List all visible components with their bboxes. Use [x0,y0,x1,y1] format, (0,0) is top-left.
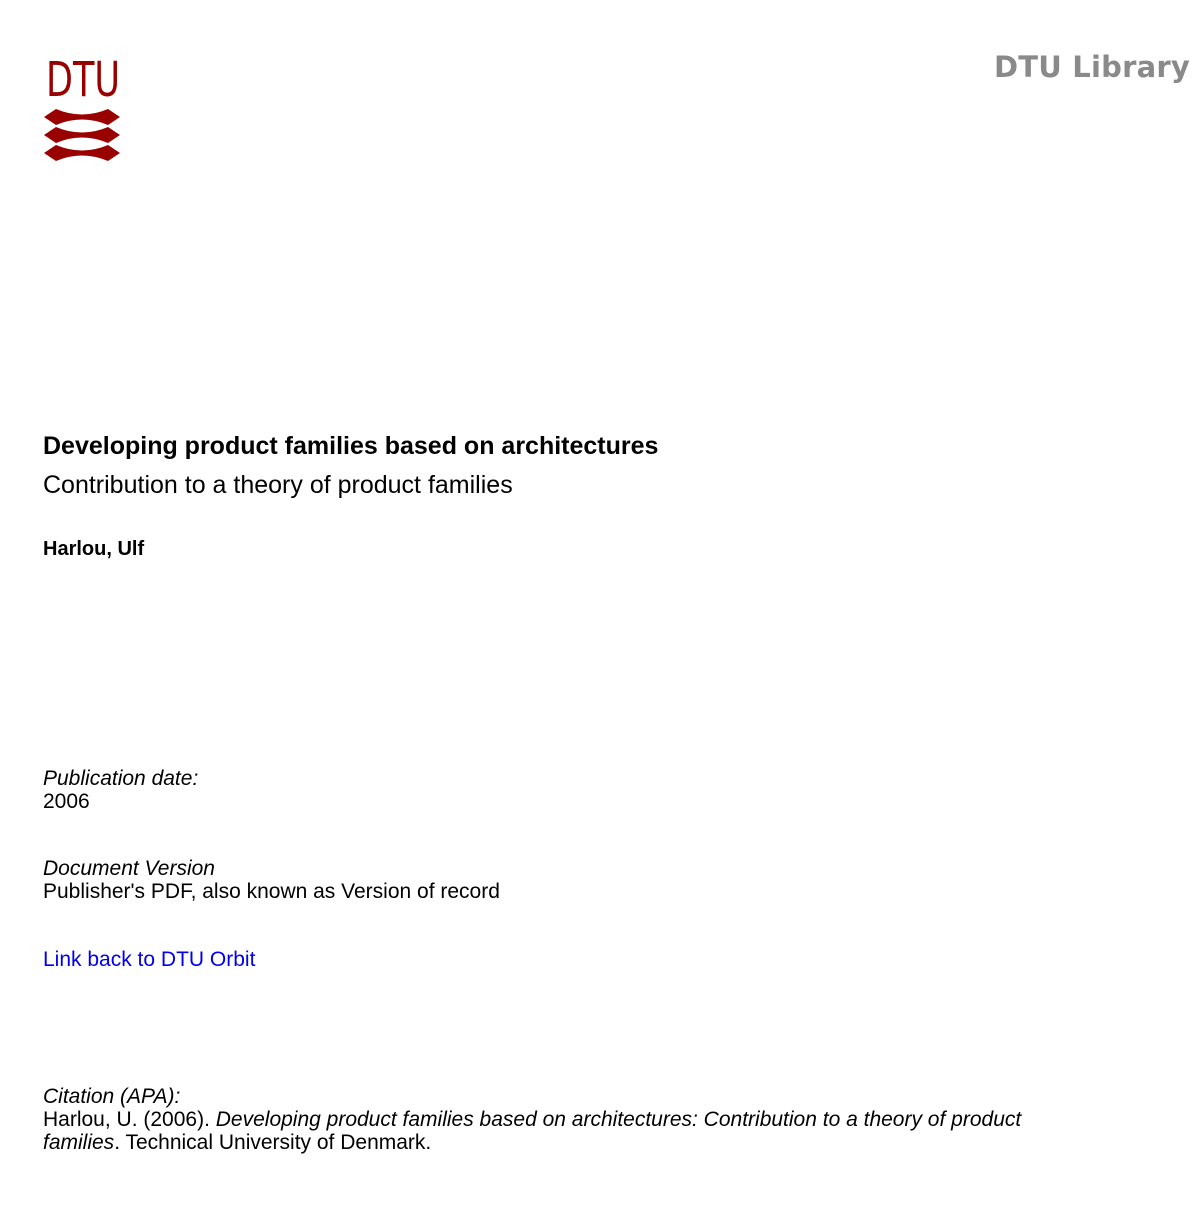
citation-suffix: . Technical University of Denmark. [114,1131,432,1154]
document-subtitle: Contribution to a theory of product families [43,471,513,499]
citation-title-end: families [43,1131,115,1154]
document-version-block [43,857,500,903]
citation-prefix: Harlou, U. (2006). [43,1108,216,1131]
citation-title: Developing product families based on architectures: Contribution to a theory of product [215,1108,1022,1131]
publication-date-label: Publication date: [43,767,199,790]
document-version-label: Document Version [43,857,215,880]
dtu-orbit-link[interactable]: Link back to DTU Orbit [43,948,256,971]
wave-mark-icon [44,109,120,161]
dtu-library-logo: DTU Library [994,50,1190,84]
citation-line-1 [43,1108,1153,1131]
document-author: Harlou, Ulf [43,538,145,560]
citation-line-2 [43,1131,1153,1154]
dtu-logo-text: DTU [46,52,120,108]
publication-date-block [43,767,198,813]
document-title: Developing product families based on architectures [43,432,659,460]
dtu-logo [44,52,124,170]
document-version-value: Publisher's PDF, also known as Version of record [43,880,500,903]
citation-label: Citation (APA): [43,1085,181,1108]
citation-block [43,1085,1153,1154]
publication-date-value: 2006 [43,790,90,813]
